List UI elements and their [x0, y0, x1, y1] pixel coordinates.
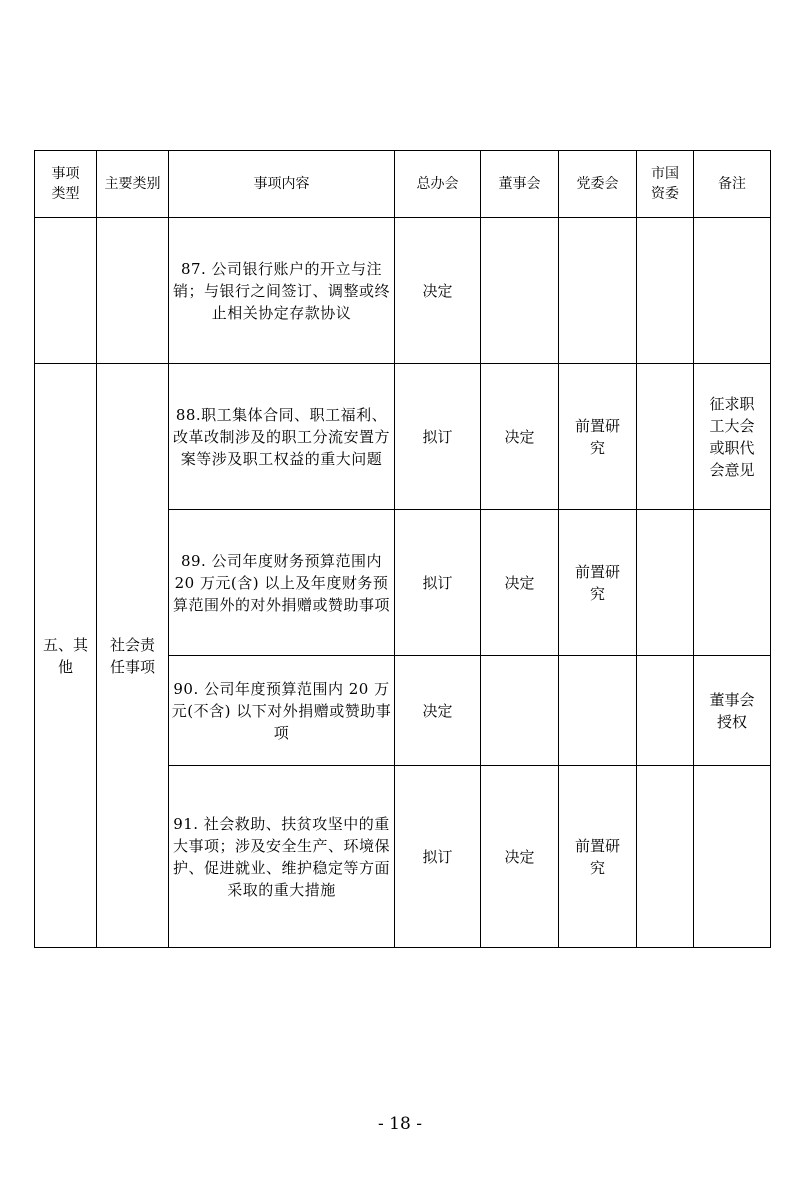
decision-matrix-table	[34, 150, 771, 948]
sasac-cell	[637, 364, 694, 510]
header-board: 董事会	[481, 151, 559, 218]
remarks-cell: 董事会授权	[694, 656, 771, 766]
header-party-committee: 党委会	[559, 151, 637, 218]
header-gm-office: 总办会	[395, 151, 481, 218]
board-cell	[481, 656, 559, 766]
section-type-cell: 五、其他	[35, 364, 97, 948]
item-content: 87. 公司银行账户的开立与注销；与银行之间签订、调整或终止相关协定存款协议	[169, 218, 395, 364]
gm-office-cell: 决定	[395, 218, 481, 364]
header-remarks: 备注	[694, 151, 771, 218]
board-cell: 决定	[481, 510, 559, 656]
item-content: 88.职工集体合同、职工福利、改革改制涉及的职工分流安置方案等涉及职工权益的重大问题	[169, 364, 395, 510]
party-cell: 前置研究	[559, 766, 637, 948]
header-content: 事项内容	[169, 151, 395, 218]
category-cell-empty	[97, 218, 169, 364]
board-cell: 决定	[481, 766, 559, 948]
party-cell: 前置研究	[559, 510, 637, 656]
remarks-cell	[694, 218, 771, 364]
table-header-row	[35, 151, 771, 218]
type-cell-empty	[35, 218, 97, 364]
party-cell: 前置研究	[559, 364, 637, 510]
sasac-cell	[637, 766, 694, 948]
gm-office-cell: 拟订	[395, 364, 481, 510]
gm-office-cell: 拟订	[395, 766, 481, 948]
item-content: 91. 社会救助、扶贫攻坚中的重大事项；涉及安全生产、环境保护、促进就业、维护稳定等方面采取的重大措施	[169, 766, 395, 948]
item-content: 90. 公司年度预算范围内 20 万元(不含) 以下对外捐赠或赞助事项	[169, 656, 395, 766]
party-cell	[559, 656, 637, 766]
party-cell	[559, 218, 637, 364]
section-category-cell: 社会责任事项	[97, 364, 169, 948]
header-type: 事项类型	[35, 151, 97, 218]
remarks-cell	[694, 510, 771, 656]
header-main-category: 主要类别	[97, 151, 169, 218]
gm-office-cell: 决定	[395, 656, 481, 766]
gm-office-cell: 拟订	[395, 510, 481, 656]
sasac-cell	[637, 656, 694, 766]
table-row	[35, 364, 771, 510]
remarks-cell	[694, 766, 771, 948]
table-row	[35, 218, 771, 364]
sasac-cell	[637, 510, 694, 656]
header-sasac: 市国资委	[637, 151, 694, 218]
board-cell	[481, 218, 559, 364]
item-content: 89. 公司年度财务预算范围内 20 万元(含) 以上及年度财务预算范围外的对外捐赠或赞助事项	[169, 510, 395, 656]
page-number: - 18 -	[378, 1114, 422, 1134]
board-cell: 决定	[481, 364, 559, 510]
sasac-cell	[637, 218, 694, 364]
remarks-cell: 征求职工大会或职代会意见	[694, 364, 771, 510]
